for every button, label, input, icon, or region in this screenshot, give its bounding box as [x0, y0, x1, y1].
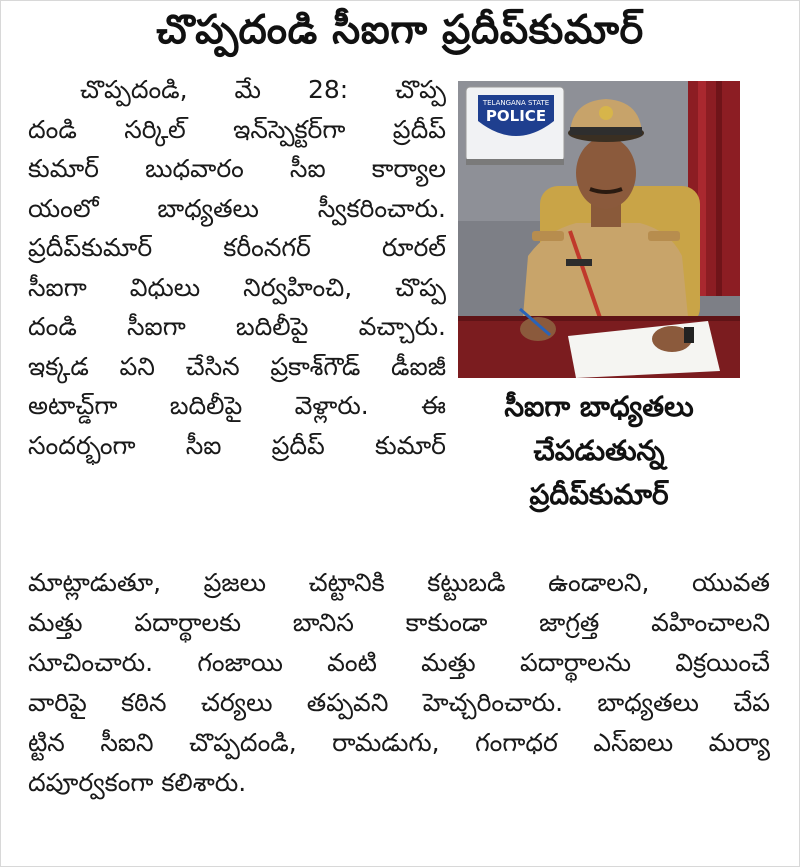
sign-police-text: POLICE [485, 107, 547, 125]
article-line: యంలో బాధ్యతలు స్వీకరించారు. [28, 193, 446, 223]
officer-photo [458, 81, 740, 378]
article-line: దండి సర్కిల్ ఇన్‌స్పెక్టర్‌గా ప్రదీప్ [28, 114, 446, 144]
article-line: ట్టిన సీఐని చొప్పదండి, రామడుగు, గంగాధర ఎస్ఐలు మర్యా [28, 728, 770, 757]
article-line: సీఐగా విధులు నిర్వహించి, చొప్ప [28, 272, 446, 302]
headline: చొప్పదండి సీఐగా ప్రదీప్‌కుమార్ [156, 7, 644, 53]
article-line: ఇక్కడ పని చేసిన ప్రకాశ్‌గౌడ్ డీఐజీ [28, 351, 446, 381]
article-line: సూచించారు. గంజాయి వంటి మత్తు పదార్థాలను విక్రయించే [28, 648, 770, 677]
article-line: ప్రదీప్‌కుమార్ కరీంనగర్ రూరల్ [28, 233, 446, 262]
article-line: చొప్పదండి, మే 28: చొప్ప [80, 75, 446, 104]
article-line: వారిపై కఠిన చర్యలు తప్పవని హెచ్చరించారు. బాధ్యతలు చేప [28, 688, 770, 717]
article-column [28, 70, 446, 465]
sign-top-text: TELANGANA STATE [482, 99, 550, 107]
article-continuation [28, 563, 770, 803]
article-line: కుమార్ బుధవారం సీఐ కార్యాల [28, 154, 446, 183]
caption-line: సీఐగా బాధ్యతలు [504, 390, 694, 423]
caption-line: ప్రదీప్‌కుమార్ [529, 478, 669, 511]
article-line: సందర్భంగా సీఐ ప్రదీప్ కుమార్ [28, 430, 446, 460]
article-line: దండి సీఐగా బదిలీపై వచ్చారు. [28, 312, 446, 341]
article-line: అటాచ్డ్‌గా బదిలీపై వెళ్లారు. ఈ [28, 391, 446, 420]
article-line: మాట్లాడుతూ, ప్రజలు చట్టానికి కట్టుబడి ఉండాలని, యువత [28, 568, 770, 597]
article-line: దపూర్వకంగా కలిశారు. [28, 768, 247, 797]
caption-line: చేపడుతున్న [533, 434, 665, 467]
article-line: మత్తు పదార్థాలకు బానిస కాకుండా జాగ్రత్త వహించాలని [28, 608, 770, 637]
photo-caption [458, 385, 740, 517]
